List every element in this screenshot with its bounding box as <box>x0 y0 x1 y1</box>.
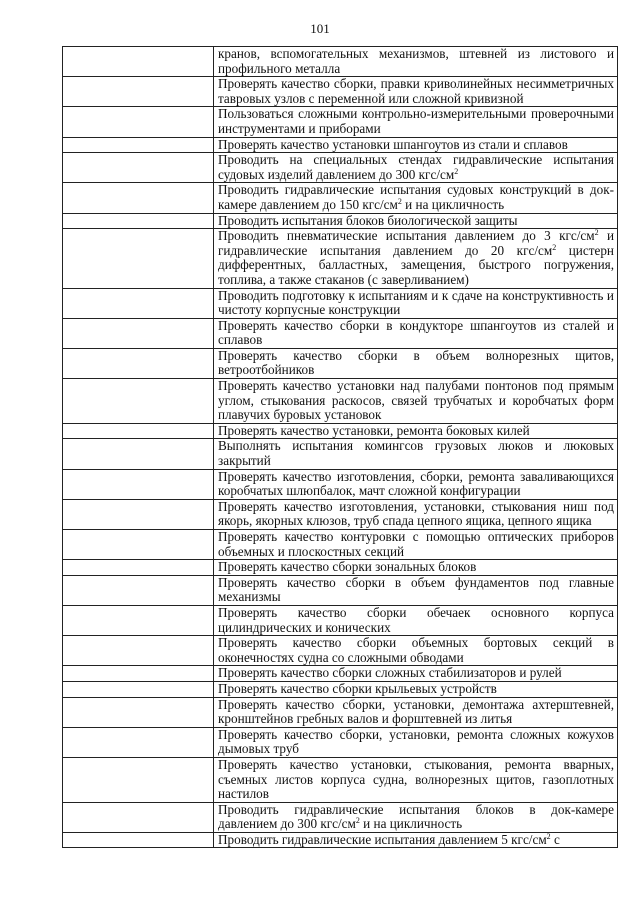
task-text: Проверять качество сборки обечаек основного корпуса цилиндрических и конических <box>218 604 614 635</box>
task-description-cell <box>214 439 618 469</box>
task-text: Проверять качество сборки крыльевых устройств <box>218 680 497 696</box>
table-body <box>63 47 618 848</box>
left-column-cell <box>63 153 214 183</box>
task-description-cell <box>214 832 618 848</box>
task-description-cell <box>214 423 618 439</box>
task-description-cell <box>214 348 618 378</box>
table-row <box>63 318 618 348</box>
task-description-cell <box>214 183 618 213</box>
page-number: 101 <box>310 21 330 36</box>
left-column-cell <box>63 681 214 697</box>
superscript: 2 <box>397 196 402 206</box>
table-row <box>63 530 618 560</box>
table-row <box>63 183 618 213</box>
superscript: 2 <box>355 816 360 826</box>
task-text: и на цикличность <box>401 196 505 212</box>
task-description-cell <box>214 318 618 348</box>
task-text: Проводить гидравлические испытания блоков в док-камере давлением до 300 кгс/см <box>218 801 614 832</box>
task-table <box>62 46 618 848</box>
left-column-cell <box>63 379 214 424</box>
table-row <box>63 469 618 499</box>
table-row <box>63 681 618 697</box>
table-row <box>63 697 618 727</box>
task-description-cell <box>214 560 618 576</box>
task-description-cell <box>214 229 618 288</box>
table-row <box>63 229 618 288</box>
task-description-cell <box>214 575 618 605</box>
left-column-cell <box>63 213 214 229</box>
task-text: с <box>550 831 560 847</box>
table-row <box>63 107 618 137</box>
task-text: Проверять качество установки, ремонта боковых килей <box>218 422 530 438</box>
table-row <box>63 348 618 378</box>
left-column-cell <box>63 530 214 560</box>
task-text: Проверять качество сборки объемных бортовых секций в оконечностях судна со сложными обводами <box>218 635 614 665</box>
task-description-cell <box>214 666 618 682</box>
table-row <box>63 727 618 757</box>
left-column-cell <box>63 439 214 469</box>
task-text: Проверять качество изготовления, сборки, ремонта заваливающихся коробчатых шлюпбалок, мачт сложной конфигурации <box>218 468 614 499</box>
left-column-cell <box>63 423 214 439</box>
left-column-cell <box>63 605 214 635</box>
left-column-cell <box>63 348 214 378</box>
table-row <box>63 666 618 682</box>
table-row <box>63 423 618 439</box>
task-description-cell <box>214 47 618 77</box>
task-description-cell <box>214 605 618 635</box>
superscript: 2 <box>594 228 599 238</box>
task-text: Проверять качество изготовления, установки, стыкования ниш под якорь, якорных клюзов, труб спада цепного ящика, цепного ящика <box>218 498 614 529</box>
left-column-cell <box>63 107 214 137</box>
task-description-cell <box>214 636 618 666</box>
task-text: Проверять качество установки шпангоутов из стали и сплавов <box>218 136 568 152</box>
task-text: Проводить на специальных стендах гидравлические испытания судовых изделий давлением до 300 кгс/см <box>218 152 614 182</box>
left-column-cell <box>63 697 214 727</box>
task-description-cell <box>214 77 618 107</box>
task-text: Проводить гидравлические испытания давлением 5 кгс/см <box>218 831 547 847</box>
table-row <box>63 379 618 424</box>
table-row <box>63 560 618 576</box>
task-text: Проводить испытания блоков биологической защиты <box>218 212 518 228</box>
task-text: Проверять качество установки над палубами понтонов под прямым углом, стыкования раскосов, связей трубчатых и коробчатых форм плавучих буровых установок <box>218 378 614 423</box>
left-column-cell <box>63 802 214 832</box>
table-row <box>63 439 618 469</box>
table-row <box>63 47 618 77</box>
task-description-cell <box>214 530 618 560</box>
table-row <box>63 575 618 605</box>
left-column-cell <box>63 636 214 666</box>
left-column-cell <box>63 575 214 605</box>
task-description-cell <box>214 107 618 137</box>
left-column-cell <box>63 229 214 288</box>
task-text: Пользоваться сложными контрольно-измерительными проверочными инструментами и приборами <box>218 106 614 136</box>
task-description-cell <box>214 379 618 424</box>
task-text: Проверять качество сборки, установки, ремонта сложных кожухов дымовых труб <box>218 726 614 757</box>
table-row <box>63 77 618 107</box>
task-text: и гидравлические испытания давлением до 20 кгс/см <box>218 228 614 258</box>
left-column-cell <box>63 137 214 153</box>
table-row <box>63 636 618 666</box>
task-text: и на цикличность <box>359 816 463 832</box>
task-description-cell <box>214 727 618 757</box>
task-text: Проверять качество контуровки с помощью оптических приборов объемных и плоскостных секций <box>218 529 614 559</box>
task-text: Проверять качество сборки зональных блоков <box>218 559 477 575</box>
left-column-cell <box>63 666 214 682</box>
task-description-cell <box>214 681 618 697</box>
left-column-cell <box>63 183 214 213</box>
left-column-cell <box>63 757 214 802</box>
task-text: Проводить гидравлические испытания судовых конструкций в док-камере давлением до 150 кгс/см <box>218 182 614 212</box>
task-description-cell <box>214 697 618 727</box>
task-text: цистерн дифферентных, балластных, замещения, быстрого погружения, топлива, а также стаканов (с заверливанием) <box>218 242 614 287</box>
left-column-cell <box>63 318 214 348</box>
left-column-cell <box>63 47 214 77</box>
table-row <box>63 153 618 183</box>
task-description-cell <box>214 802 618 832</box>
task-description-cell <box>214 137 618 153</box>
task-description-cell <box>214 153 618 183</box>
task-text: Проверять качество установки, стыкования, ремонта вварных, съемных листов корпуса судна, волнорезных щитов, газоплотных настилов <box>218 756 614 802</box>
task-description-cell <box>214 288 618 318</box>
table-row <box>63 288 618 318</box>
superscript: 2 <box>454 166 459 176</box>
table-row <box>63 499 618 529</box>
task-text: Проверять качество сборки, правки криволинейных несимметричных тавровых узлов с переменной или сложной кривизной <box>218 76 614 106</box>
left-column-cell <box>63 727 214 757</box>
task-description-cell <box>214 499 618 529</box>
superscript: 2 <box>546 831 551 841</box>
left-column-cell <box>63 288 214 318</box>
left-column-cell <box>63 469 214 499</box>
task-text: Проверять качество сборки в кондукторе шпангоутов из сталей и сплавов <box>218 317 614 348</box>
table-row <box>63 137 618 153</box>
task-text: Проводить пневматические испытания давлением до 3 кгс/см <box>218 228 595 244</box>
table-row <box>63 213 618 229</box>
table-row <box>63 802 618 832</box>
task-text: Проводить подготовку к испытаниям и к сдаче на конструктивность и чистоту корпусные конструкции <box>218 287 614 318</box>
task-text: Проверять качество сборки в объем фундаментов под главные механизмы <box>218 574 614 605</box>
table-row <box>63 832 618 848</box>
task-text: Выполнять испытания комингсов грузовых люков и люковых закрытий <box>218 438 614 469</box>
task-text: кранов, вспомогательных механизмов, штевней из листового и профильного металла <box>218 46 614 76</box>
left-column-cell <box>63 832 214 848</box>
left-column-cell <box>63 77 214 107</box>
left-column-cell <box>63 499 214 529</box>
task-text: Проверять качество сборки в объем волнорезных щитов, ветроотбойников <box>218 347 614 378</box>
task-text: Проверять качество сборки, установки, демонтажа ахтерштевней, кронштейнов гребных валов и форштевней из литья <box>218 696 614 727</box>
task-description-cell <box>214 213 618 229</box>
task-description-cell <box>214 757 618 802</box>
table-row <box>63 605 618 635</box>
superscript: 2 <box>552 242 557 252</box>
task-text: Проверять качество сборки сложных стабилизаторов и рулей <box>218 665 562 681</box>
task-description-cell <box>214 469 618 499</box>
table-row <box>63 757 618 802</box>
left-column-cell <box>63 560 214 576</box>
